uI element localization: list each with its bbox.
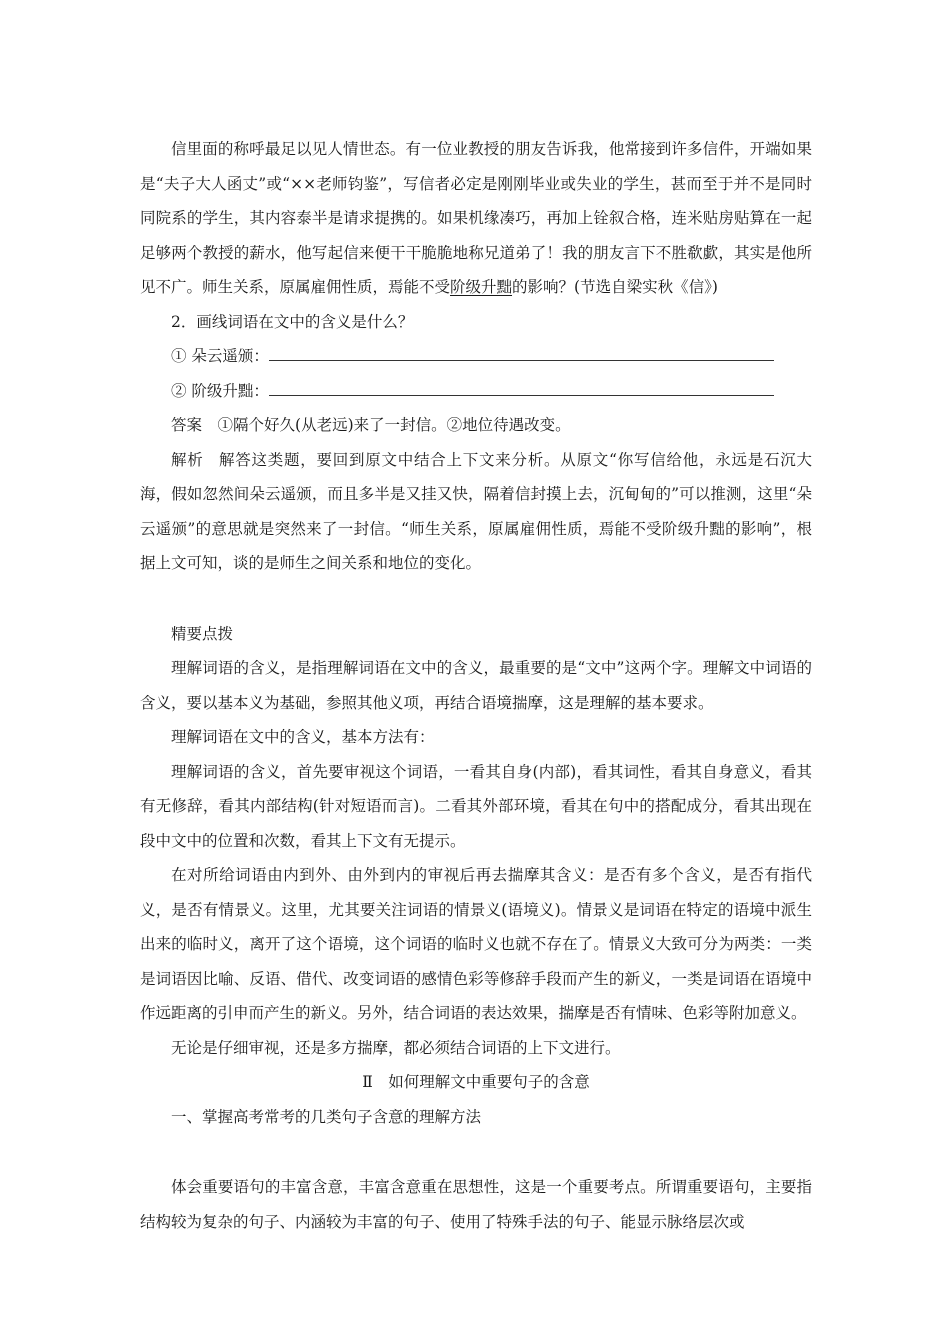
- tips-paragraph-4: 在对所给词语由内到外、由外到内的审视后再去揣摩其含义：是否有多个含义，是否有指代义，是否有情景义。这里，尤其要关注词语的情景义(语境义)。情景义是词语在特定的语境中派生出来的临时义，离开了这个语境，这个词语的临时义也就不存在了。情景义大致可分为两类：一类是词语因比喻、反语、借代、改变词语的感情色彩等修辞手段而产生的新义，一类是词语在语境中作远距离的引申而产生的新义。另外，结合词语的表达效果，揣摩是否有情味、色彩等附加意义。: [140, 866, 812, 1022]
- answer-blank-2[interactable]: [269, 377, 774, 396]
- section-2-subheading: 一、掌握高考常考的几类句子含意的理解方法: [171, 1107, 482, 1126]
- tips-paragraph-2: 理解词语在文中的含义，基本方法有：: [171, 728, 435, 746]
- tips-paragraph-1: 理解词语的含义，是指理解词语在文中的含义，最重要的是“文中”这两个字。理解文中词语的含义，要以基本义为基础，参照其他义项，再结合语境揣摩，这是理解的基本要求。: [140, 659, 812, 712]
- question-item-2-label: ② 阶级升黜：: [171, 381, 269, 400]
- answer-paragraph: [140, 408, 812, 443]
- spacer: [140, 581, 812, 617]
- spacer: [140, 1134, 812, 1170]
- question-prompt: 2．画线词语在文中的含义是什么？: [171, 312, 414, 331]
- passage-text-after: 的影响？(节选自梁实秋《信》): [512, 278, 718, 296]
- document-page: [140, 132, 812, 1239]
- passage-text-before: 信里面的称呼最足以见人情世态。有一位业教授的朋友告诉我，他常接到许多信件，开端如果是“夫子大人函丈”或“××老师钧鉴”，写信者必定是刚刚毕业或失业的学生，甚而至于并不是同时同院系的学生，其内容泰半是请求提携的。如果机缘凑巧，再加上铨叙合格，连米贴房贴算在一起足够两个教授的薪水，他写起信来便干干脆脆地称兄道弟了！我的朋友言下不胜欷歔，其实是他所见不广。师生关系，原属雇佣性质，焉能不受: [140, 140, 812, 296]
- answer-label: 答案: [171, 416, 203, 434]
- analysis-label: 解析: [171, 450, 204, 469]
- tips-heading: 精要点拨: [171, 624, 234, 643]
- tips-paragraph-3: 理解词语的含义，首先要审视这个词语，一看其自身(内部)，看其词性，看其自身意义，看其有无修辞，看其内部结构(针对短语而言)。二看其外部环境，看其在句中的搭配成分，看其出现在段中文中的位置和次数，看其上下文有无提示。: [140, 762, 812, 850]
- section-2-heading: Ⅱ 如何理解文中重要句子的含意: [362, 1073, 590, 1091]
- question-item-2: [140, 374, 812, 409]
- analysis-text: 解答这类题，要回到原文中结合上下文来分析。从原文“你写信给他，永远是石沉大海，假如忽然间朵云遥颁，而且多半是又挂又快，隔着信封摸上去，沉甸甸的”可以推测，这里“朵云遥颁”的意思就是突然来了一封信。“师生关系，原属雇佣性质，焉能不受阶级升黜的影响”，根据上文可知，谈的是师生之间关系和地位的变化。: [140, 450, 812, 572]
- section-2-paragraph-1: 体会重要语句的丰富含意，丰富含意重在思想性，这是一个重要考点。所谓重要语句，主要指结构较为复杂的句子、内涵较为丰富的句子、使用了特殊手法的句子、能显示脉络层次或: [140, 1178, 812, 1231]
- passage-paragraph: [140, 132, 812, 305]
- tips-paragraph-5: 无论是仔细审视，还是多方揣摩，都必须结合词语的上下文进行。: [171, 1038, 621, 1057]
- analysis-paragraph: [140, 443, 812, 581]
- question-item-1: [140, 339, 812, 374]
- answer-text: ①隔个好久(从老远)来了一封信。②地位待遇改变。: [217, 416, 571, 434]
- answer-blank-1[interactable]: [269, 342, 774, 361]
- underlined-term: 阶级升黜: [450, 278, 513, 296]
- question-item-1-label: ① 朵云遥颁：: [171, 347, 269, 365]
